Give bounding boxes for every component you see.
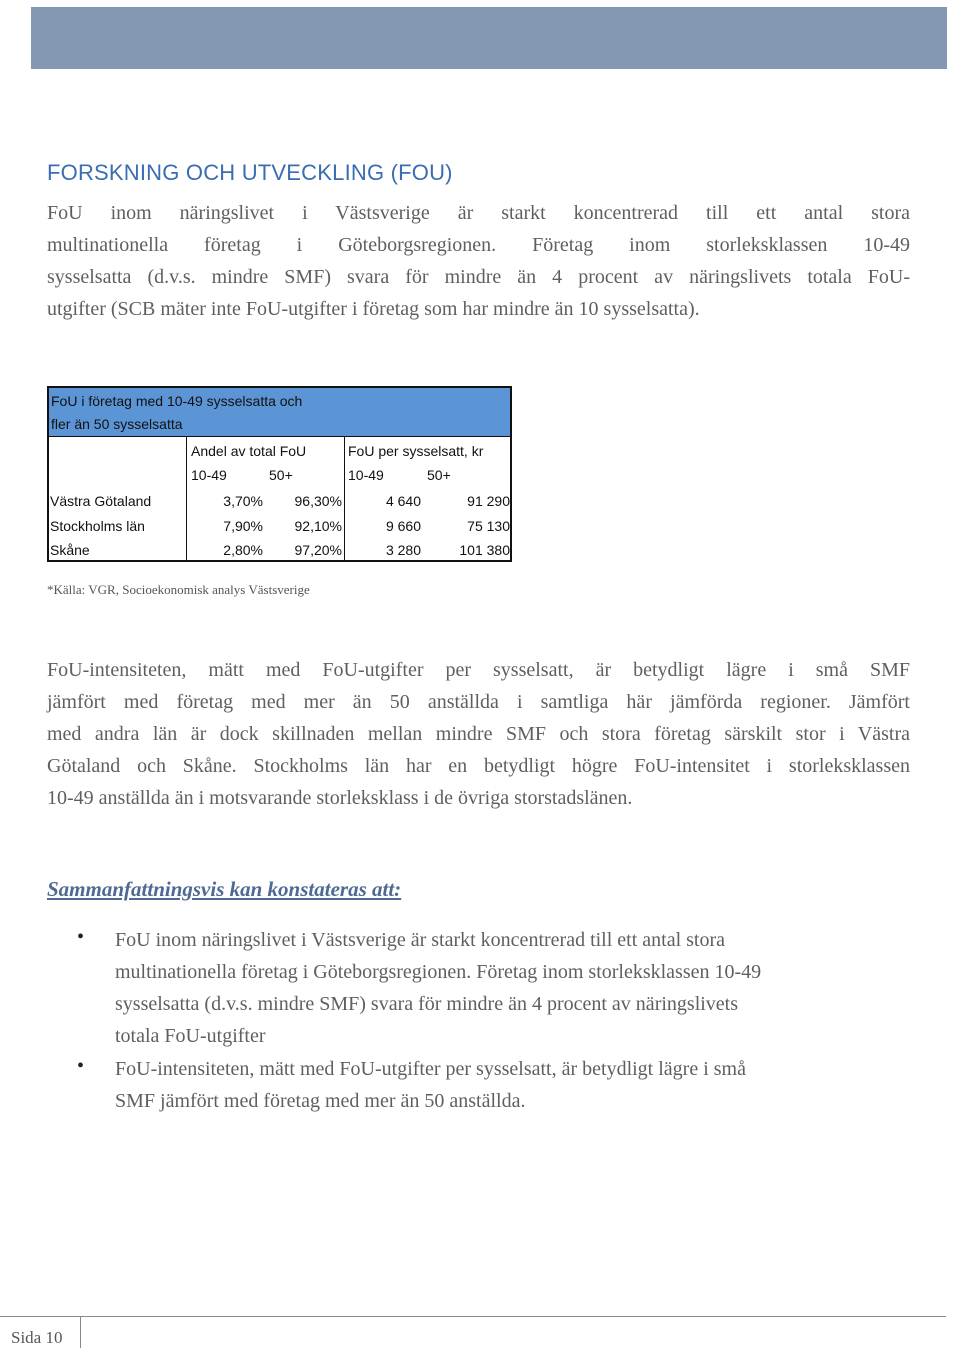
- intro-line: utgifter (SCB mäter inte FoU-utgifter i företag som har mindre än 10 sysselsatta).: [47, 298, 700, 320]
- footer-divider-vertical: [80, 1316, 81, 1348]
- table-cell: 3,70%: [223, 493, 263, 509]
- table-cell: 7,90%: [223, 518, 263, 534]
- row-region: Stockholms län: [50, 518, 145, 534]
- table-cell: 97,20%: [294, 542, 342, 558]
- table-cell: 2,80%: [223, 542, 263, 558]
- table-title-line: FoU i företag med 10-49 sysselsatta och: [51, 393, 303, 409]
- source-note: *Källa: VGR, Socioekonomisk analys Västsverige: [47, 582, 310, 597]
- intro-line: FoU inom näringslivet i Västsverige är starkt koncentrerad till ett antal stora: [47, 202, 910, 224]
- table-cell: 96,30%: [294, 493, 342, 509]
- table-divider: [344, 436, 345, 562]
- bullet-line: FoU inom näringslivet i Västsverige är starkt koncentrerad till ett antal stora: [115, 929, 726, 951]
- sub-header: 10-49: [348, 467, 384, 483]
- table-divider: [186, 436, 187, 562]
- bullet-item: [115, 1053, 915, 1117]
- row-region: Västra Götaland: [50, 493, 152, 509]
- analysis-line: Götaland och Skåne. Stockholms län har en betydligt högre FoU-intensitet i storleksklassen: [47, 755, 910, 777]
- fou-table: [47, 386, 512, 562]
- group-header-share: Andel av total FoU: [191, 443, 307, 459]
- table-cell: 91 290: [467, 493, 510, 509]
- analysis-line: FoU-intensiteten, mätt med FoU-utgifter per sysselsatt, är betydligt lägre i små SMF: [47, 659, 910, 681]
- table-cell: 9 660: [385, 518, 421, 534]
- intro-paragraph: [47, 197, 910, 325]
- analysis-line: 10-49 anställda än i motsvarande storleksklass i de övriga storstadslänen.: [47, 787, 633, 809]
- row-region: Skåne: [50, 542, 90, 558]
- intro-line: multinationella företag i Göteborgsregionen. Företag inom storleksklassen 10-49: [47, 234, 910, 256]
- group-header-per-employee: FoU per sysselsatt, kr: [348, 443, 484, 459]
- bullet-line: totala FoU-utgifter: [115, 1025, 266, 1047]
- bullet-line: FoU-intensiteten, mätt med FoU-utgifter per sysselsatt, är betydligt lägre i små: [115, 1058, 746, 1080]
- sub-header: 50+: [427, 467, 451, 483]
- table-cell: 3 280: [385, 542, 421, 558]
- analysis-line: jämfört med företag med mer än 50 anställda i samtliga här jämförda regioner. Jämfört: [47, 691, 910, 713]
- page-number: Sida 10: [11, 1328, 63, 1347]
- bullet-dot-icon: •: [77, 1055, 85, 1077]
- analysis-paragraph: [47, 654, 910, 814]
- bullet-line: SMF jämfört med företag med mer än 50 anställda.: [115, 1090, 526, 1112]
- table-cell: 4 640: [385, 493, 421, 509]
- table-cell: 75 130: [467, 518, 510, 534]
- table-cell: 92,10%: [294, 518, 342, 534]
- analysis-line: med andra län är dock skillnaden mellan mindre SMF och stora företag särskilt stor i Västra: [47, 723, 910, 745]
- bullet-item: [115, 924, 915, 1052]
- sub-header: 10-49: [191, 467, 227, 483]
- sub-header: 50+: [269, 467, 293, 483]
- summary-heading: Sammanfattningsvis kan konstateras att:: [47, 877, 402, 901]
- bullet-dot-icon: •: [77, 926, 85, 948]
- table-title: [49, 388, 510, 437]
- intro-line: sysselsatta (d.v.s. mindre SMF) svara för mindre än 4 procent av näringslivets totala FoU-: [47, 266, 910, 288]
- bullet-line: sysselsatta (d.v.s. mindre SMF) svara för mindre än 4 procent av näringslivets: [115, 993, 739, 1015]
- bullet-line: multinationella företag i Göteborgsregionen. Företag inom storleksklassen 10-49: [115, 961, 762, 983]
- table-cell: 101 380: [459, 542, 510, 558]
- footer-divider: [0, 1316, 946, 1317]
- section-heading: FORSKNING OCH UTVECKLING (FOU): [47, 160, 453, 185]
- table-title-line: fler än 50 sysselsatta: [51, 416, 183, 432]
- header-bar: [31, 7, 947, 69]
